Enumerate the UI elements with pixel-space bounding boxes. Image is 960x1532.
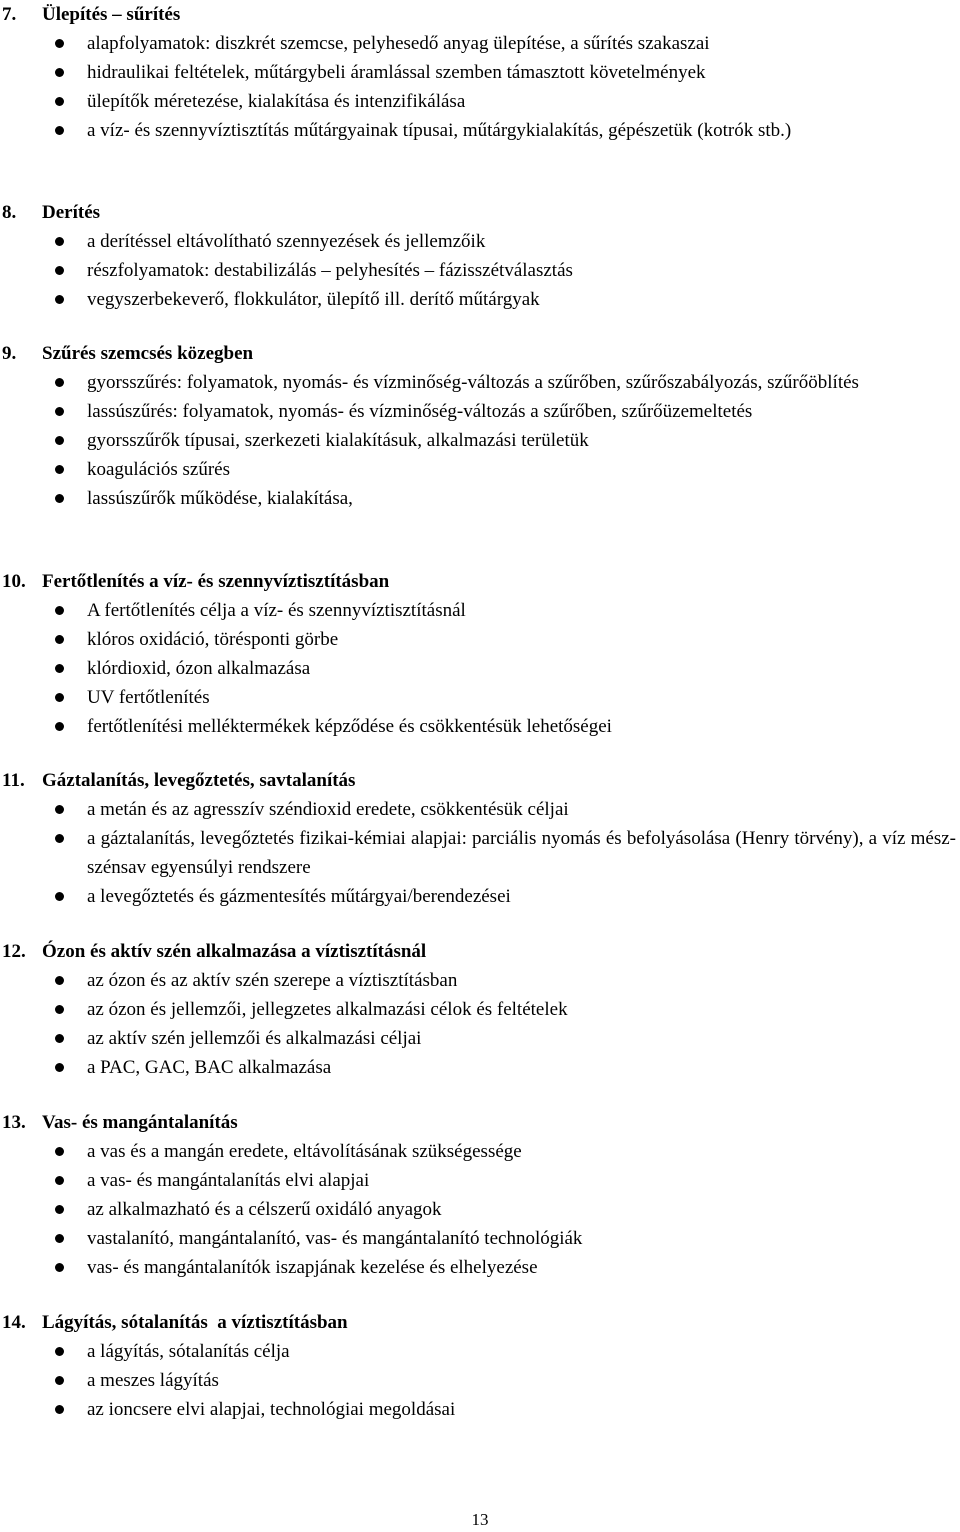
bullet-icon xyxy=(55,1234,64,1243)
section-number: 14. xyxy=(2,1312,26,1333)
section-number: 13. xyxy=(2,1112,26,1133)
bullet-icon xyxy=(55,97,64,106)
list-item-text: gyorsszűrők típusai, szerkezeti kialakításuk, alkalmazási területük xyxy=(87,430,589,451)
list-item xyxy=(0,1224,960,1253)
section-heading xyxy=(0,766,960,795)
section-number: 10. xyxy=(2,571,26,592)
bullet-list xyxy=(0,1137,960,1282)
section xyxy=(0,198,960,314)
list-item-text: a vas- és mangántalanítás elvi alapjai xyxy=(87,1170,370,1191)
section-title: Szűrés szemcsés közegben xyxy=(42,343,254,364)
section-heading xyxy=(0,339,960,368)
list-item xyxy=(0,1053,960,1082)
section-number: 11. xyxy=(2,770,25,791)
section-title: Lágyítás, sótalanítás a víztisztításban xyxy=(42,1312,348,1333)
list-item xyxy=(0,256,960,285)
bullet-icon xyxy=(55,295,64,304)
list-item xyxy=(0,1024,960,1053)
section-title: Fertőtlenítés a víz- és szennyvíztisztításban xyxy=(42,571,390,592)
list-item xyxy=(0,87,960,116)
section-number: 9. xyxy=(2,343,17,364)
list-item-text: az aktív szén jellemzői és alkalmazási céljai xyxy=(87,1028,422,1049)
bullet-icon xyxy=(55,465,64,474)
section xyxy=(0,1108,960,1282)
list-item xyxy=(0,1395,960,1424)
bullet-icon xyxy=(55,494,64,503)
bullet-icon xyxy=(55,805,64,814)
list-item-text: alapfolyamatok: diszkrét szemcse, pelyhesedő anyag ülepítése, a sűrítés szakaszai xyxy=(87,33,710,54)
list-item xyxy=(0,824,960,882)
list-item xyxy=(0,455,960,484)
list-item xyxy=(0,484,960,513)
list-item xyxy=(0,116,960,145)
bullet-icon xyxy=(55,693,64,702)
bullet-icon xyxy=(55,436,64,445)
list-item-text: lassúszűrők működése, kialakítása, xyxy=(87,488,353,509)
bullet-icon xyxy=(55,39,64,48)
bullet-icon xyxy=(55,1176,64,1185)
bullet-icon xyxy=(55,834,64,843)
bullet-icon xyxy=(55,126,64,135)
list-item-text: UV fertőtlenítés xyxy=(87,687,210,708)
section-heading xyxy=(0,0,960,29)
list-item xyxy=(0,397,960,426)
bullet-icon xyxy=(55,1405,64,1414)
list-item-text: a vas és a mangán eredete, eltávolításának szükségessége xyxy=(87,1141,522,1162)
list-item xyxy=(0,1337,960,1366)
list-item-text: részfolyamatok: destabilizálás – pelyhesítés – fázisszétválasztás xyxy=(87,260,573,281)
list-item xyxy=(0,368,960,397)
section xyxy=(0,339,960,513)
list-item-text: az ózon és az aktív szén szerepe a víztisztításban xyxy=(87,970,458,991)
list-item-text: A fertőtlenítés célja a víz- és szennyvíztisztításnál xyxy=(87,600,466,621)
list-item xyxy=(0,426,960,455)
list-item-text: a derítéssel eltávolítható szennyezések és jellemzőik xyxy=(87,231,486,252)
section-heading xyxy=(0,567,960,596)
section-title: Derítés xyxy=(42,202,101,223)
section-title: Gáztalanítás, levegőztetés, savtalanítás xyxy=(42,770,356,791)
list-item-text: a metán és az agresszív széndioxid eredete, csökkentésük céljai xyxy=(87,799,569,820)
list-item-text: fertőtlenítési melléktermékek képződése és csökkentésük lehetőségei xyxy=(87,716,612,737)
bullet-list xyxy=(0,368,960,513)
list-item xyxy=(0,1253,960,1282)
list-item-text: hidraulikai feltételek, műtárgybeli áramlással szemben támasztott követelmények xyxy=(87,62,706,83)
bullet-icon xyxy=(55,1205,64,1214)
list-item xyxy=(0,1137,960,1166)
section xyxy=(0,937,960,1082)
section xyxy=(0,1308,960,1424)
section-heading xyxy=(0,937,960,966)
bullet-icon xyxy=(55,1147,64,1156)
section xyxy=(0,766,960,911)
list-item-text: klórdioxid, ózon alkalmazása xyxy=(87,658,311,679)
bullet-icon xyxy=(55,635,64,644)
bullet-icon xyxy=(55,378,64,387)
list-item xyxy=(0,683,960,712)
section-heading xyxy=(0,1308,960,1337)
bullet-list xyxy=(0,1337,960,1424)
section-heading xyxy=(0,198,960,227)
list-item xyxy=(0,712,960,741)
section-heading xyxy=(0,1108,960,1137)
list-item-text: az alkalmazható és a célszerű oxidáló anyagok xyxy=(87,1199,442,1220)
bullet-icon xyxy=(55,892,64,901)
list-item xyxy=(0,596,960,625)
list-item-text: a levegőztetés és gázmentesítés műtárgyai/berendezései xyxy=(87,886,511,907)
bullet-list xyxy=(0,596,960,741)
bullet-list xyxy=(0,227,960,314)
list-item xyxy=(0,285,960,314)
bullet-icon xyxy=(55,664,64,673)
list-item xyxy=(0,227,960,256)
list-item-text: koagulációs szűrés xyxy=(87,459,230,480)
bullet-list xyxy=(0,966,960,1082)
bullet-icon xyxy=(55,1034,64,1043)
bullet-icon xyxy=(55,976,64,985)
bullet-icon xyxy=(55,1063,64,1072)
section-number: 12. xyxy=(2,941,26,962)
section-number: 8. xyxy=(2,202,17,223)
list-item-text: a PAC, GAC, BAC alkalmazása xyxy=(87,1057,332,1078)
bullet-icon xyxy=(55,1376,64,1385)
list-item xyxy=(0,1366,960,1395)
list-item-text: a meszes lágyítás xyxy=(87,1370,219,1391)
list-item xyxy=(0,58,960,87)
section-title: Vas- és mangántalanítás xyxy=(42,1112,238,1133)
bullet-icon xyxy=(55,606,64,615)
bullet-list xyxy=(0,29,960,145)
list-item-text: az ózon és jellemzői, jellegzetes alkalmazási célok és feltételek xyxy=(87,999,568,1020)
list-item xyxy=(0,966,960,995)
list-item-text: gyorsszűrés: folyamatok, nyomás- és vízminőség-változás a szűrőben, szűrőszabályozás, szűrőöblítés xyxy=(87,372,859,393)
section-number: 7. xyxy=(2,4,17,25)
list-item xyxy=(0,882,960,911)
bullet-icon xyxy=(55,1005,64,1014)
list-item xyxy=(0,795,960,824)
list-item xyxy=(0,1166,960,1195)
page-number: 13 xyxy=(471,1510,489,1529)
list-item xyxy=(0,625,960,654)
bullet-icon xyxy=(55,68,64,77)
bullet-icon xyxy=(55,407,64,416)
list-item-text: vegyszerbekeverő, flokkulátor, ülepítő ill. derítő műtárgyak xyxy=(87,289,540,310)
list-item xyxy=(0,1195,960,1224)
list-item-text: a lágyítás, sótalanítás célja xyxy=(87,1341,290,1362)
bullet-icon xyxy=(55,266,64,275)
list-item-text: ülepítők méretezése, kialakítása és intenzifikálása xyxy=(87,91,466,112)
bullet-icon xyxy=(55,1347,64,1356)
bullet-icon xyxy=(55,722,64,731)
list-item-text: a víz- és szennyvíztisztítás műtárgyainak típusai, műtárgykialakítás, gépészetük (kotrók stb.) xyxy=(87,120,792,141)
section xyxy=(0,567,960,741)
list-item-text: vas- és mangántalanítók iszapjának kezelése és elhelyezése xyxy=(87,1257,538,1278)
list-item-text: klóros oxidáció, törésponti görbe xyxy=(87,629,339,650)
bullet-icon xyxy=(55,1263,64,1272)
list-item-text: a gáztalanítás, levegőztetés fizikai-kémiai alapjai: parciális nyomás és befolyásolása (Henry törvény), a víz mész-szénsav egyensúlyi rendszere xyxy=(87,828,956,878)
bullet-icon xyxy=(55,237,64,246)
section-title: Ülepítés – sűrítés xyxy=(42,4,181,25)
list-item-text: az ioncsere elvi alapjai, technológiai megoldásai xyxy=(87,1399,456,1420)
bullet-list xyxy=(0,795,960,911)
section-title: Ózon és aktív szén alkalmazása a víztisztításnál xyxy=(42,941,427,962)
list-item xyxy=(0,29,960,58)
list-item-text: lassúszűrés: folyamatok, nyomás- és vízminőség-változás a szűrőben, szűrőüzemeltetés xyxy=(87,401,753,422)
list-item-text: vastalanító, mangántalanító, vas- és mangántalanító technológiák xyxy=(87,1228,583,1249)
section xyxy=(0,0,960,145)
list-item xyxy=(0,995,960,1024)
list-item xyxy=(0,654,960,683)
